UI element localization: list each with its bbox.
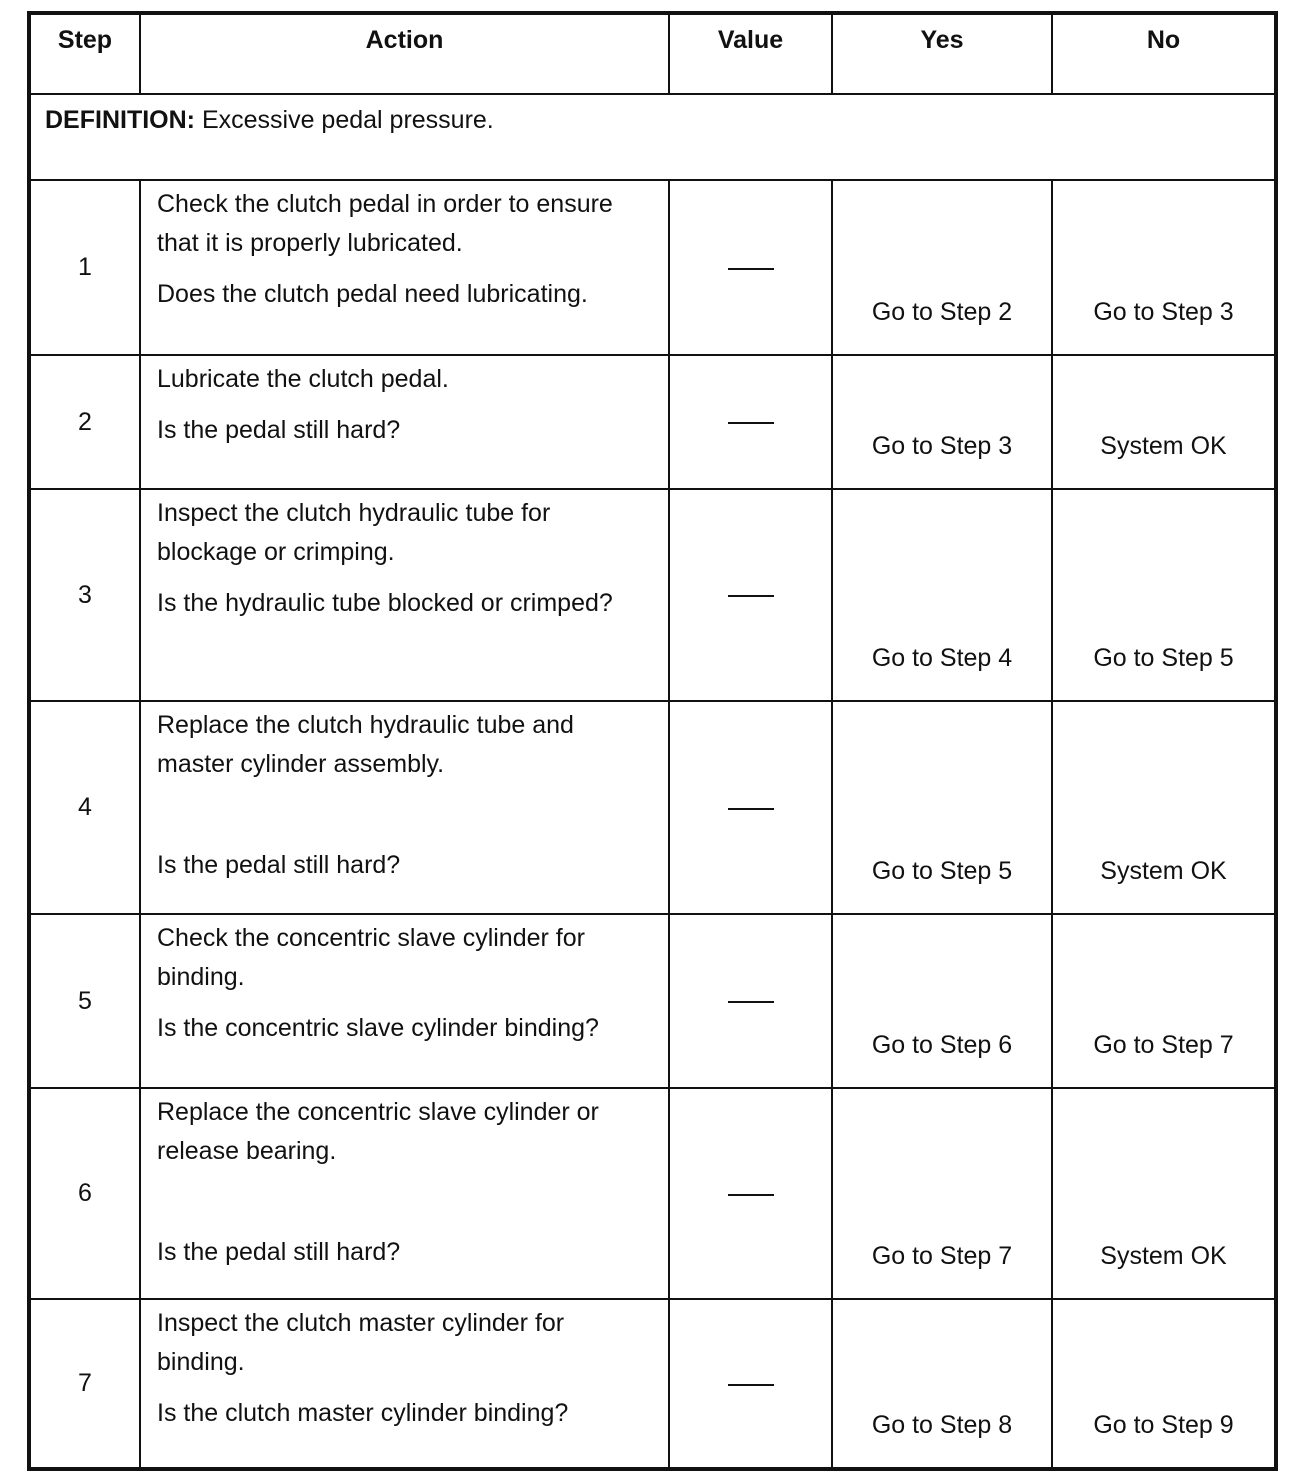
action-instruction: Lubricate the clutch pedal. (157, 365, 449, 393)
value-cell (669, 701, 832, 914)
value-dash (728, 1384, 774, 1386)
value-dash (728, 1001, 774, 1003)
header-step: Step (29, 13, 140, 94)
action-cell (140, 489, 669, 701)
value-dash (728, 808, 774, 810)
header-row (29, 13, 1276, 94)
value-dash (728, 268, 774, 270)
action-question: Is the pedal still hard? (157, 850, 401, 879)
action-question: Is the hydraulic tube blocked or crimped? (157, 588, 613, 617)
table-row (29, 489, 1276, 701)
definition-label: DEFINITION: (45, 106, 195, 134)
step-number: 2 (29, 355, 140, 489)
definition-text: Excessive pedal pressure. (195, 106, 494, 134)
value-cell (669, 355, 832, 489)
table-row (29, 1299, 1276, 1469)
no-outcome: Go to Step 7 (1052, 914, 1276, 1088)
diagnostic-table (27, 11, 1278, 1471)
no-outcome: System OK (1052, 1088, 1276, 1299)
yes-outcome: Go to Step 5 (832, 701, 1052, 914)
action-instruction: Check the clutch pedal in order to ensure that it is properly lubricated. (157, 190, 613, 257)
header-yes: Yes (832, 13, 1052, 94)
no-outcome: System OK (1052, 355, 1276, 489)
value-cell (669, 180, 832, 355)
action-cell (140, 355, 669, 489)
definition-row (29, 94, 1276, 180)
action-instruction: Check the concentric slave cylinder for binding. (157, 924, 585, 991)
header-value: Value (669, 13, 832, 94)
yes-outcome: Go to Step 7 (832, 1088, 1052, 1299)
action-instruction: Inspect the clutch hydraulic tube for blockage or crimping. (157, 499, 551, 566)
yes-outcome: Go to Step 4 (832, 489, 1052, 701)
table-row (29, 180, 1276, 355)
action-cell (140, 1299, 669, 1469)
table-row (29, 355, 1276, 489)
no-outcome: Go to Step 9 (1052, 1299, 1276, 1469)
action-cell (140, 914, 669, 1088)
table-row (29, 1088, 1276, 1299)
value-cell (669, 1088, 832, 1299)
step-number: 1 (29, 180, 140, 355)
yes-outcome: Go to Step 8 (832, 1299, 1052, 1469)
step-number: 6 (29, 1088, 140, 1299)
action-instruction: Replace the clutch hydraulic tube and master cylinder assembly. (157, 711, 574, 778)
action-instruction: Replace the concentric slave cylinder or release bearing. (157, 1098, 599, 1165)
table-row (29, 701, 1276, 914)
definition-cell (29, 94, 1276, 180)
value-cell (669, 489, 832, 701)
action-cell (140, 180, 669, 355)
no-outcome: Go to Step 5 (1052, 489, 1276, 701)
action-instruction: Inspect the clutch master cylinder for binding. (157, 1309, 565, 1376)
yes-outcome: Go to Step 6 (832, 914, 1052, 1088)
step-number: 4 (29, 701, 140, 914)
action-question: Is the concentric slave cylinder binding? (157, 1013, 599, 1042)
value-dash (728, 422, 774, 424)
no-outcome: System OK (1052, 701, 1276, 914)
yes-outcome: Go to Step 3 (832, 355, 1052, 489)
step-number: 3 (29, 489, 140, 701)
action-question: Is the clutch master cylinder binding? (157, 1398, 569, 1427)
value-cell (669, 914, 832, 1088)
value-dash (728, 1194, 774, 1196)
header-action: Action (140, 13, 669, 94)
header-no: No (1052, 13, 1276, 94)
table-row (29, 914, 1276, 1088)
yes-outcome: Go to Step 2 (832, 180, 1052, 355)
value-cell (669, 1299, 832, 1469)
action-cell (140, 1088, 669, 1299)
action-cell (140, 701, 669, 914)
step-number: 7 (29, 1299, 140, 1469)
action-question: Is the pedal still hard? (157, 415, 401, 444)
action-question: Is the pedal still hard? (157, 1237, 401, 1266)
value-dash (728, 595, 774, 597)
step-number: 5 (29, 914, 140, 1088)
action-question: Does the clutch pedal need lubricating. (157, 279, 588, 308)
no-outcome: Go to Step 3 (1052, 180, 1276, 355)
